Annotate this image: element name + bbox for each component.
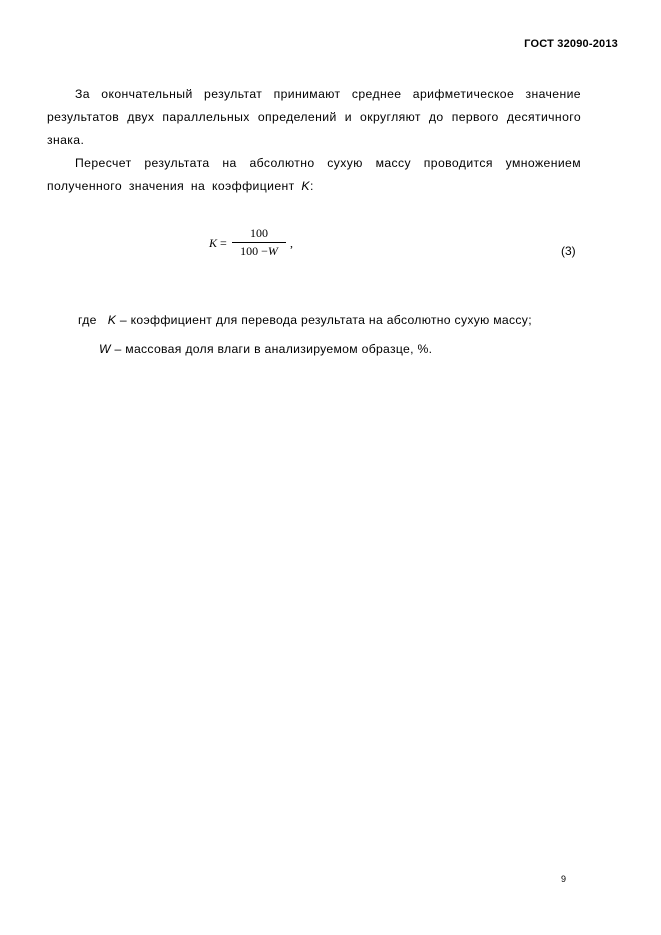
- definition-w-symbol: W: [99, 342, 111, 356]
- formula-denominator: [232, 244, 286, 259]
- definition-k-text: – коэффициент для перевода результата на абсолютно сухую массу;: [116, 313, 532, 327]
- formula-equals: =: [217, 236, 227, 250]
- definition-k: [78, 313, 532, 327]
- paragraph-recalculation: [47, 152, 581, 198]
- formula-comma: ,: [290, 236, 293, 250]
- coefficient-k-symbol: K: [301, 179, 310, 193]
- fraction-bar: [232, 242, 286, 243]
- where-word: где: [78, 313, 97, 327]
- formula-w-var: W: [267, 244, 278, 258]
- definition-k-symbol: K: [107, 313, 117, 327]
- formula-lhs: [209, 236, 227, 251]
- formula-numerator: 100: [250, 226, 268, 240]
- definition-w-text: – массовая доля влаги в анализируемом образце, %.: [110, 342, 433, 356]
- formula-k-var: K: [209, 236, 218, 250]
- document-header-code: ГОСТ 32090-2013: [524, 38, 618, 50]
- equation-number: (3): [561, 244, 576, 258]
- definition-w: [99, 342, 432, 356]
- paragraph-final-result: За окончательный результат принимают среднее арифметическое значение результатов двух параллельных определений и округляют до первого десятичного знака.: [47, 87, 581, 147]
- paragraph-recalculation-colon: :: [309, 179, 314, 193]
- page-number: 9: [561, 874, 567, 884]
- formula-denominator-const: 100 −: [240, 244, 268, 258]
- formula-fraction: [232, 226, 286, 259]
- paragraph-recalculation-text: Пересчет результата на абсолютно сухую массу проводится умножением полученного значения на коэффициент: [47, 156, 581, 193]
